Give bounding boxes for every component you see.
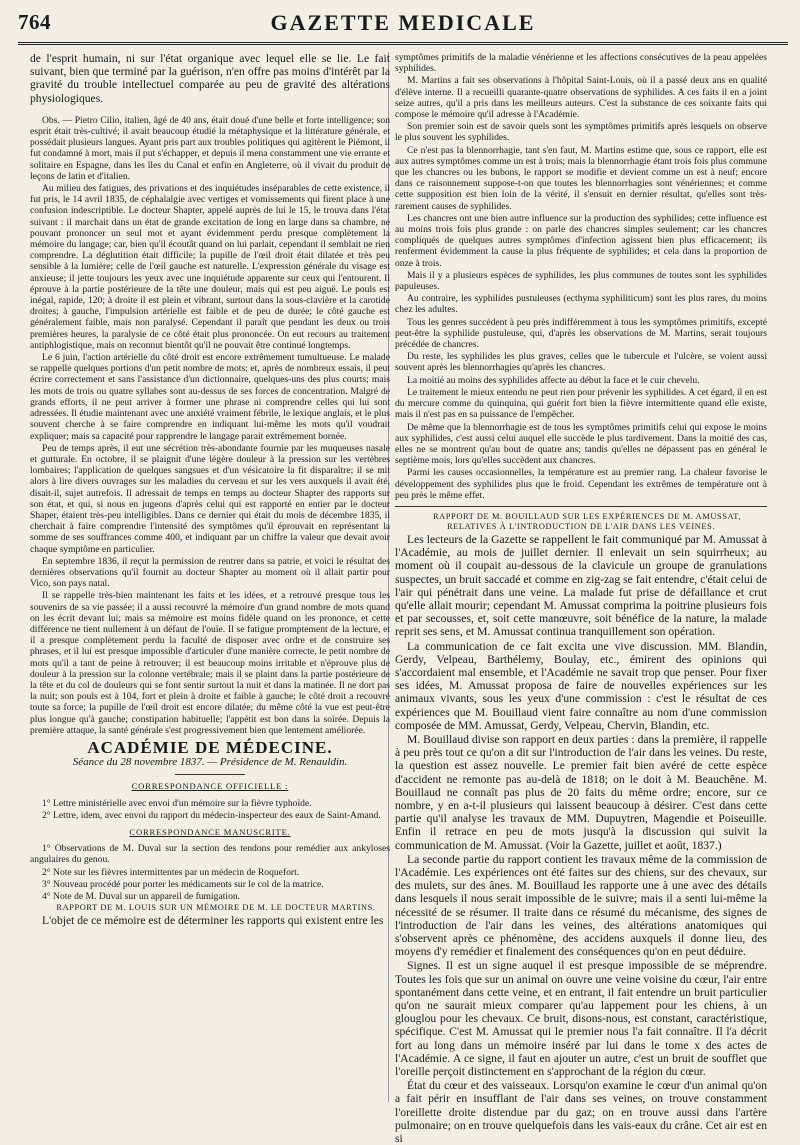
report-heading: RAPPORT DE M. BOUILLAUD SUR LES EXPÉRIENCES DE M. AMUSSAT, RELATIVES À L'INTRODUCTION DE L'AIR DANS LES VEINES.: [432, 511, 742, 531]
observation-paragraph: Obs. — Pietro Cilio, italien, âgé de 40 ans, était doué d'une belle et forte intelligence; son esprit était très-cultivé; il avait beaucoup étudié la métaphysique et la littérature générale, et possédait plusieurs langues. Ayant pris part aux troubles politiques qui agitèrent le Piémont, il fut condamné à mort, mais il put s'échapper, et depuis il mena constamment une vie errante et solitaire en Espagne, dans les îles du Canal et enfin en Angleterre, où il vivait du produit de leçons de latin et d'italien.: [30, 114, 390, 182]
divider: [175, 774, 245, 775]
paragraph: symptômes primitifs de la maladie vénérienne et les affections consécutives de la peau appelées syphilides.: [395, 52, 767, 75]
paragraph: De même que la blennorrhagie est de tous les symptômes primitifs celui qui expose le moins aux syphilides, c'est aussi celui auquel elle succède le plus tardivement. Dans la moitié des cas, elles ne se montrent qu'au bout de quatre ans; tandis qu'elles ne dépassent pas en général le septième mois, lors qu'elles succèdent aux chancres.: [395, 421, 767, 467]
report-paragraph: L'objet de ce mémoire est de déterminer les rapports qui existent entre les: [42, 914, 384, 928]
list-item: 1° Observations de M. Duval sur la section des tendons pour remédier aux ankyloses angulaires du genou.: [30, 843, 390, 866]
observation-paragraph: Il se rappelle très-bien maintenant les faits et les idées, et a retrouvé presque tous les souvenirs de sa vie passée; il a aussi recouvré la mémoire d'un grand nombre de mots quand on les écrit devant lui; mais sa mémoire est moins fidèle quand on les prononce, et cette différence ne tient nullement à un défaut de l'ouïe. Il se fatigue promptement de la lecture, et il a presque complètement perdu la faculté de disposer avec ordre et de construire ses phrases, et il lui est presque impossible d'articuler d'une manière correcte, le petit nombre de mots qu'il a tant de peine à retrouver; il est beaucoup moins irritable et n'éprouve plus de douleur à la pression sur la colonne vertébrale; mais il se plaint dans la partie postérieure de la tête et du col de douleurs qui se font sentir surtout la nuit et dans la matinée. Il ne dort pas la nuit; son pouls est à 104, fort et plein à droite et faible à gauche; le côté droit a recouvré toute sa force; la pupille de l'œil droit est encore dilatée; du même côté la vue est peut-être plus longue qu'à gauche; constipation habituelle; l'appétit est bon dans la soirée. Depuis la première attaque, la santé générale s'est progressivement bien que lentement améliorée.: [30, 590, 390, 736]
paragraph: La seconde partie du rapport contient les travaux même de la commission de l'Académie. Les expériences ont été faites sur des chiens, sur des chevaux, sur des mulets, sur des ânes. M. Bouillaud les rapporte une à une avec des détails dans lesquels il nous serait impossible de le suivre; mais il a senti lui-même la nécessité de se résumer. Il traite dans ce résumé du mécanisme, des signes de l'introduction de l'air dans les veines, des altérations anatomiques qui s'observent après ce phénomène, des accidens auxquels il donne lieu, des moyens d'y remédier et finalement des conséquences qu'on en peut déduire.: [395, 852, 767, 959]
journal-title: GAZETTE MEDICALE: [270, 10, 536, 35]
subheading: CORRESPONDANCE OFFICIELLE :: [131, 781, 289, 792]
paragraph: Ce n'est pas la blennorrhagie, tant s'en faut, M. Martins estime que, sous ce rapport, elle est aux autres symptômes comme un est à trois; mais la blennorrhagie étant trois fois plus commune que les chancres ou les bubons, le rapport se modifie et devient comme un est à neuf; encore dans ce raisonnement suppose-t-on que toutes les blennorrhagies sont vénériennes; et comme cette supposition est bien loin de la vérité, il s'ensuit en dernier résultat, qu'elles sont très-rarement causes de syphilides.: [395, 144, 767, 212]
left-column: [30, 52, 390, 1104]
list-item: 2° Note sur les fièvres intermittentes par un médecin de Roquefort.: [42, 866, 300, 878]
list-item: 1° Lettre ministérielle avec envoi d'un mémoire sur la fièvre typhoïde.: [42, 797, 312, 809]
list-item: 2° Lettre, idem, avec envoi du rapport du médecin-inspecteur des eaux de Saint-Amand.: [42, 809, 381, 821]
list-item: 3° Nouveau procédé pour porter les médicaments sur le col de la matrice.: [42, 878, 324, 890]
observation-paragraph: Peu de temps après, il eut une sécrétion très-abondante fournie par les muqueuses nasale et gutturale. En octobre, il se plaignit d'une légère douleur à la pression sur les vertèbres lombaires; l'application de quelques sangsues et d'un vésicatoire la fit disparaître; il se mit alors à lire divers ouvrages sur les maladies du cerveau et sur les vers auxquels il avait été, disait-il, sujet autrefois. Il adressait de temps en temps au docteur Shapter des rapports sur son état, et qui, si nous en jugeons d'après celui qui est rapporté en entier par le docteur Shaper, étaient très-peu intelligibles. Dans ce dernier qui était du mois de décembre 1835, il cherchait à faire comprendre l'intensité des symptômes qu'il éprouvait en représentant la somme de ses souffrances comme 400, et indiquant par un chiffre la valeur que devait avoir chaque symptôme en particulier.: [30, 442, 390, 555]
right-column: [395, 52, 767, 1145]
report-heading: RAPPORT DE M. LOUIS SUR UN MÉMOIRE DE M. LE DOCTEUR MARTINS.: [56, 903, 376, 913]
paragraph: Mais il y a plusieurs espèces de syphilides, les plus communes de toutes sont les syphilides papuleuses.: [395, 269, 767, 293]
observation-paragraph: En septembre 1836, il reçut la permission de rentrer dans sa patrie, et voici le résultat des dernières observations qu'il fournit au docteur Shapter au moment où il allait partir pour Vico, son pays natal.: [30, 555, 390, 590]
paragraph: M. Bouillaud divise son rapport en deux parties : dans la première, il rappelle à peu près tout ce qu'on a dit sur l'introduction de l'air dans les veines. Du reste, la question est assez nouvelle. Le premier fait bien avéré de cette espèce d'accident ne remonte pas au-delà de 1818; on le doit à M. Beauchêne. M. Bouillaud ne connaît pas plus de 20 faits du même ordre; encore, sur ce nombre, y en a-t-il plusieurs qui laissent beaucoup à désirer. C'est dans cette partie qu'il analyse les travaux de MM. Dupuytren, Magendie et Poiseuille. Enfin il retrace en peu de mots jusqu'à la discussion qui suivit la communication de M. Amussat. (Voir la Gazette, juillet et août, 1837.): [395, 732, 767, 852]
paragraph: La moitié au moins des syphilides affecte au début la face et le cuir chevelu.: [407, 374, 700, 386]
divider: [395, 506, 767, 507]
paragraph: Parmi les causes occasionnelles, la température est au premier rang. La chaleur favorise le développement des syphilides plus que le froid. Cependant les extrêmes de température ont à peu près le même effet.: [395, 467, 767, 501]
paragraph: Les lecteurs de la Gazette se rappellent le fait communiqué par M. Amussat à l'Académie, au mois de juillet dernier. Il enlevait un sein squirrheux; au moment où il coupait au-dessous de la clavicule un groupe de granulations suspectes, un bruit saccadé et comme en zig-zag se fait entendre, c'était celui de l'air qui pénétrait dans une veine. La malade fut prise de défaillance et crut qu'elle allait mourir; cependant M. Amussat comprima la poitrine plusieurs fois et par secousses, et, soit cette manœuvre, soit bénéfice de la nature, la malade reprit ses sens, et M. Amussat continua tranquillement son opération.: [395, 532, 767, 639]
session-line: Séance du 28 novembre 1837. — Présidence de M. Renauldin.: [72, 756, 348, 769]
paragraph: État du cœur et des vaisseaux. Lorsqu'on examine le cœur d'un animal qu'on a fait périr en insufflant de l'air dans ses veines, on trouve constamment l'oreillette droite distendue par du gaz; on en trouve aussi dans l'artère pulmonaire; on en trouve quelquefois dans les vais-eaux du crâne. Cet air est en si: [395, 1079, 767, 1145]
paragraph: Les chancres ont une bien autre influence sur la production des syphilides; cette influence est au moins trois fois plus grande : on parle des chancres simples seulement; car les chancres compliqués de quelques autres symptômes d'infection agissent bien plus efficacement; ils renferment évidemment la cause la plus fréquente de syphilides; et cela dans la proportion de onze à trois.: [395, 212, 767, 269]
paragraph: Du reste, les syphilides les plus graves, celles que le tubercule et l'ulcère, se voient aussi souvent après les blennorrhagies qu'après les chancres.: [395, 351, 767, 374]
paragraph: Tous les genres succèdent à peu près indifféremment à tous les symptômes primitifs, excepté peut-être la syphilide pustuleuse, qui, d'après les observations de M. Martins, serait toujours précédée de chancres.: [395, 316, 767, 351]
section-title: ACADÉMIE DE MÉDECINE.: [87, 737, 333, 757]
paragraph: La communication de ce fait excita une vive discussion. MM. Blandin, Gerdy, Velpeau, Barthélemy, Boulay, etc., émirent des opinions qui s'accordaient mal ensemble, et l'Académie ne savait trop que penser. Pour fixer ses idées, M. Amussat proposa de faire de nouvelles expériences sur les animaux vivants, sous les yeux d'une commission : c'est le résultat de ces expériences que M. Bouillaud vient faire connaître au nom d'une commission composée de MM. Amussat, Gerdy, Velpeau, Chervin, Blandin, etc.: [395, 639, 767, 732]
paragraph: Au contraire, les syphilides pustuleuses (ecthyma syphiliticum) sont les plus rares, du moins chez les adultes.: [395, 293, 767, 316]
list-item: 4° Note de M. Duval sur un appareil de fumigation.: [42, 891, 241, 903]
observation-paragraph: Au milieu des fatigues, des privations et des inquiétudes inséparables de cette existence, il fut pris, le 14 avril 1835, de céphalalgie avec vertiges et vomissements qui firent place à une confusion indescriptible. Le docteur Shapter, appelé auprès de lui le 15, le trouva dans l'état suivant : il marchait dans un état de grande excitation de long en large dans sa chambre, ne pouvant prononcer un seul mot et ayant évidemment perdu presque complètement la mémoire du langage; car, bien qu'il écoutât quand on lui parlait, cependant il semblait ne rien comprendre. La déglutition était difficile; la pupille de l'œil droit était dilatée et très peu sensible à la lumière; celle de l'œil gauche est naturelle. L'expression générale du visage est anxieuse; il jette toujours les yeux avec une inquiétude apparente sur ceux qui l'entourent. Il éprouve à la partie postérieure de la tête une douleur, mais qui est peu aiguë. Le pouls est inégal, rapide, 120; à droite il est plein et vibrant, surtout dans la sous-clavière et la carotide droites; à gauche, l'impulsion artérielle est faible et de peu de durée; le côté gauche est généralement faible, mais non paralysé. Cependant il paraît que pendant les deux ou trois premières heures, la paralysie de ce côté était plus prononcée. On eut recours au traitement antiphlogistique, mais on reconnut bientôt qu'il ne pouvait être continué longtemps.: [30, 183, 390, 351]
paragraph: M. Martins a fait ses observations à l'hôpital Saint-Louis, où il a passé deux ans en qualité d'élève interne. Il a recueilli quarante-quatre observations de syphilides. A ces faits il en a joint seize autres, qu'il a pris dans les meilleurs auteurs. C'est la substance de ces soixante faits qui compose le mémoire qu'il adresse à l'Académie.: [395, 75, 767, 121]
page-number: 764: [18, 10, 51, 34]
paragraph: Signes. Il est un signe auquel il est presque impossible de se méprendre. Toutes les fois que sur un animal on ouvre une veine voisine du cœur, l'air entre spontanément dans cette veine, et en entrant, il fait entendre un bruit particulier qu'on ne saurait mieux comparer qu'au lappement pour les chiens, à un glouglou pour les chevaux. Ce bruit, disons-nous, est constant, caractéristique, spécifique. C'est M. Amussat qui le premier nous l'a fait connaître. Il l'a décrit fort au long dans un mémoire inséré par lui dans le tome x des actes de l'Académie. A ce signe, il faut en ajouter un autre, c'est un bruit de soufflet que l'oreille perçoit distinctement en s'approchant de la région du cœur.: [395, 959, 767, 1079]
page-header: [18, 8, 788, 45]
intro-paragraph: de l'esprit humain, ni sur l'état organique avec lequel elle se lie. Le fait suivant, bien que terminé par la guérison, n'en offre pas moins d'intérêt par la gravité du trouble intellectuel comparée au peu de gravité des altérations physiologiques.: [30, 52, 390, 105]
paragraph: Le traitement le mieux entendu ne peut rien pour prévenir les syphilides. A cet égard, il en est du mercure comme du quinquina, qui guérit fort bien la fièvre intermittente quand elle existe, mais il n'est pas en sa puissance de l'empêcher.: [395, 386, 767, 421]
subheading: CORRESPONDANCE MANUSCRITE.: [129, 827, 291, 837]
paragraph: Son premier soin est de savoir quels sont les symptômes primitifs après lesquels on observe le plus souvent les syphilides.: [395, 121, 767, 144]
observation-paragraph: Le 6 juin, l'action artérielle du côté droit est encore extrêmement tumultueuse. Le malade se rappelle quelques portions d'un petit nombre de mots; et, après de nombreux essais, il peut écrire correctement et sans l'assistance d'un dictionnaire, quelques-uns des plus courts; mais les mots de trois ou quatre syllabes sont au-dessus de ses forces de concentration. Malgré de grands efforts, il ne peut arriver à former une phrase ni comprendre celles qui lui sont adressées. Il étudie maintenant avec une anxiété vraiment fébrile, le lexique anglais, et le plus souvent cherche à se faire comprendre en indiquant lui-même les mots qu'il voudrait expliquer; mais sa capacité pour rapprendre le langage parait extrêmement bornée.: [30, 352, 390, 442]
